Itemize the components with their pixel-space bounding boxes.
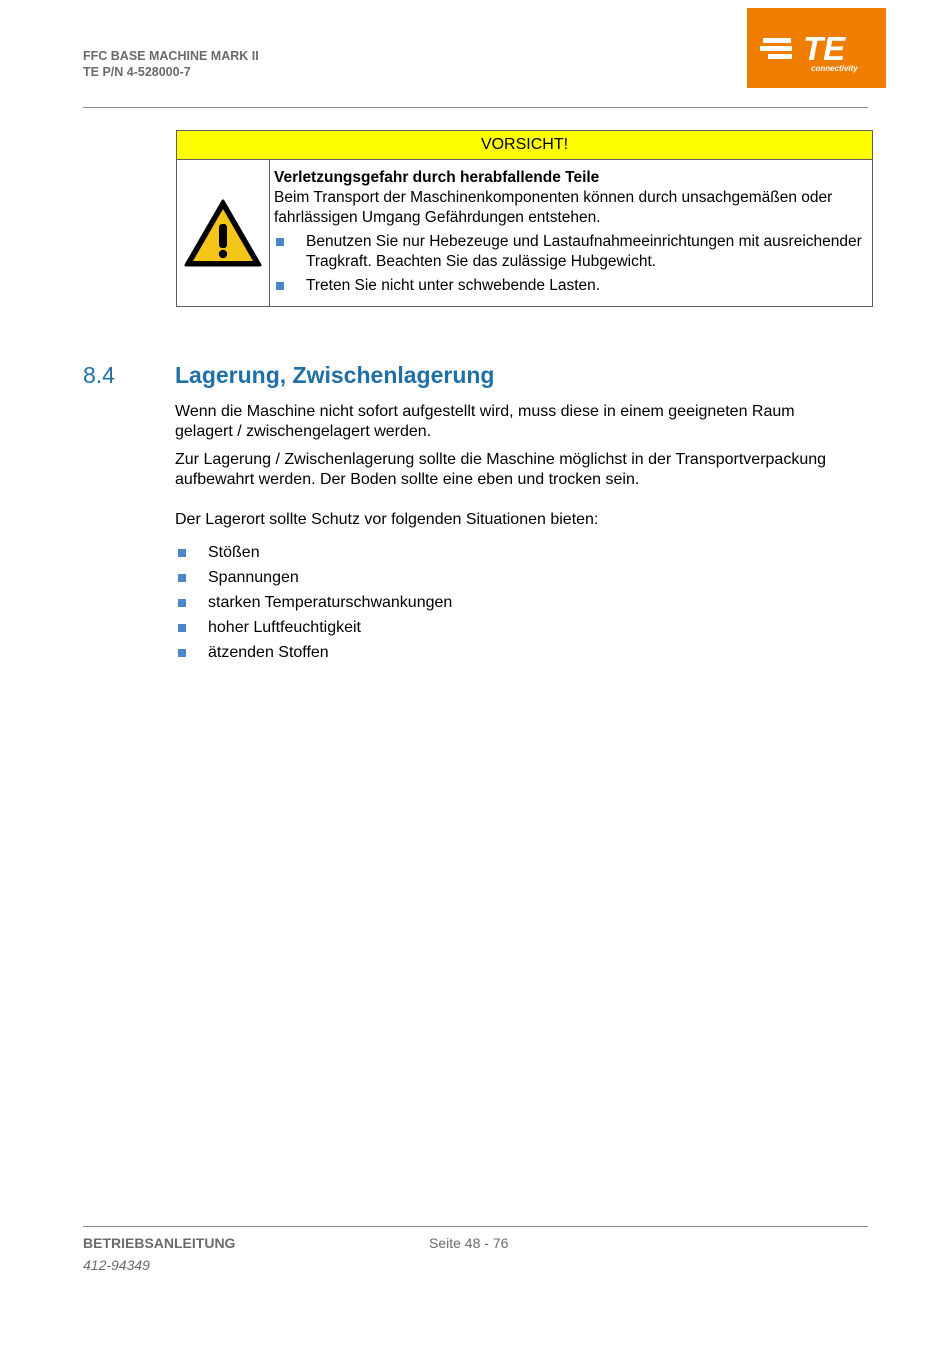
machine-name: FFC BASE MACHINE MARK II bbox=[83, 49, 259, 63]
paragraph: Der Lagerort sollte Schutz vor folgenden Situationen bieten: bbox=[175, 511, 599, 528]
list-item bbox=[175, 543, 855, 568]
te-logo-icon bbox=[747, 8, 886, 88]
page-number: Seite 48 - 76 bbox=[429, 1235, 509, 1251]
part-number: TE P/N 4-528000-7 bbox=[83, 65, 191, 79]
logo-text: TE bbox=[803, 30, 846, 67]
document-header bbox=[83, 48, 259, 80]
list-item bbox=[175, 618, 855, 643]
paragraph: Wenn die Maschine nicht sofort aufgestellt wird, muss diese in einem geeigneten Raum gelagert / zwischengelagert werden. bbox=[175, 403, 795, 440]
caution-bullet bbox=[274, 276, 862, 296]
caution-bullet bbox=[274, 232, 862, 272]
list-item bbox=[175, 643, 855, 668]
footer-doc-type: BETRIEBSANLEITUNG bbox=[83, 1235, 236, 1251]
logo-subtext: connectivity bbox=[811, 64, 858, 73]
list-item-text: starken Temperaturschwankungen bbox=[208, 594, 453, 611]
te-connectivity-logo bbox=[747, 8, 886, 88]
bullet-square-icon bbox=[276, 238, 284, 246]
bullet-square-icon bbox=[276, 282, 284, 290]
list-item-text: Stößen bbox=[208, 544, 260, 561]
list-item bbox=[175, 593, 855, 618]
caution-text: Beim Transport der Maschinenkomponenten können durch unsachgemäßen oder fahrlässigen Umgang Gefährdungen entstehen. bbox=[274, 189, 833, 226]
bullet-square-icon bbox=[178, 549, 186, 557]
section-body bbox=[175, 402, 855, 668]
warning-triangle-icon bbox=[177, 160, 270, 306]
footer-divider bbox=[83, 1226, 868, 1227]
section-number: 8.4 bbox=[83, 362, 115, 388]
bullet-square-icon bbox=[178, 599, 186, 607]
caution-title: Verletzungsgefahr durch herabfallende Teile bbox=[274, 169, 600, 186]
section-title: Lagerung, Zwischenlagerung bbox=[175, 362, 495, 388]
caution-signal-word: VORSICHT! bbox=[177, 131, 872, 160]
list-item-text: ätzenden Stoffen bbox=[208, 644, 329, 661]
bullet-square-icon bbox=[178, 624, 186, 632]
caution-bullet-text: Benutzen Sie nur Hebezeuge und Lastaufnahmeeinrichtungen mit ausreichender Tragkraft. Beachten Sie das zulässige Hubgewicht. bbox=[306, 233, 862, 270]
bullet-square-icon bbox=[178, 574, 186, 582]
protection-list bbox=[175, 543, 855, 668]
caution-box bbox=[176, 130, 873, 307]
footer-doc-number: 412-94349 bbox=[83, 1257, 150, 1273]
bullet-square-icon bbox=[178, 649, 186, 657]
paragraph: Zur Lagerung / Zwischenlagerung sollte die Maschine möglichst in der Transportverpackung aufbewahrt werden. Der Boden sollte eine eben und trocken sein. bbox=[175, 451, 827, 488]
caution-bullet-text: Treten Sie nicht unter schwebende Lasten. bbox=[306, 277, 601, 294]
header-divider bbox=[83, 107, 868, 108]
list-item bbox=[175, 568, 855, 593]
list-item-text: hoher Luftfeuchtigkeit bbox=[208, 619, 361, 636]
list-item-text: Spannungen bbox=[208, 569, 299, 586]
